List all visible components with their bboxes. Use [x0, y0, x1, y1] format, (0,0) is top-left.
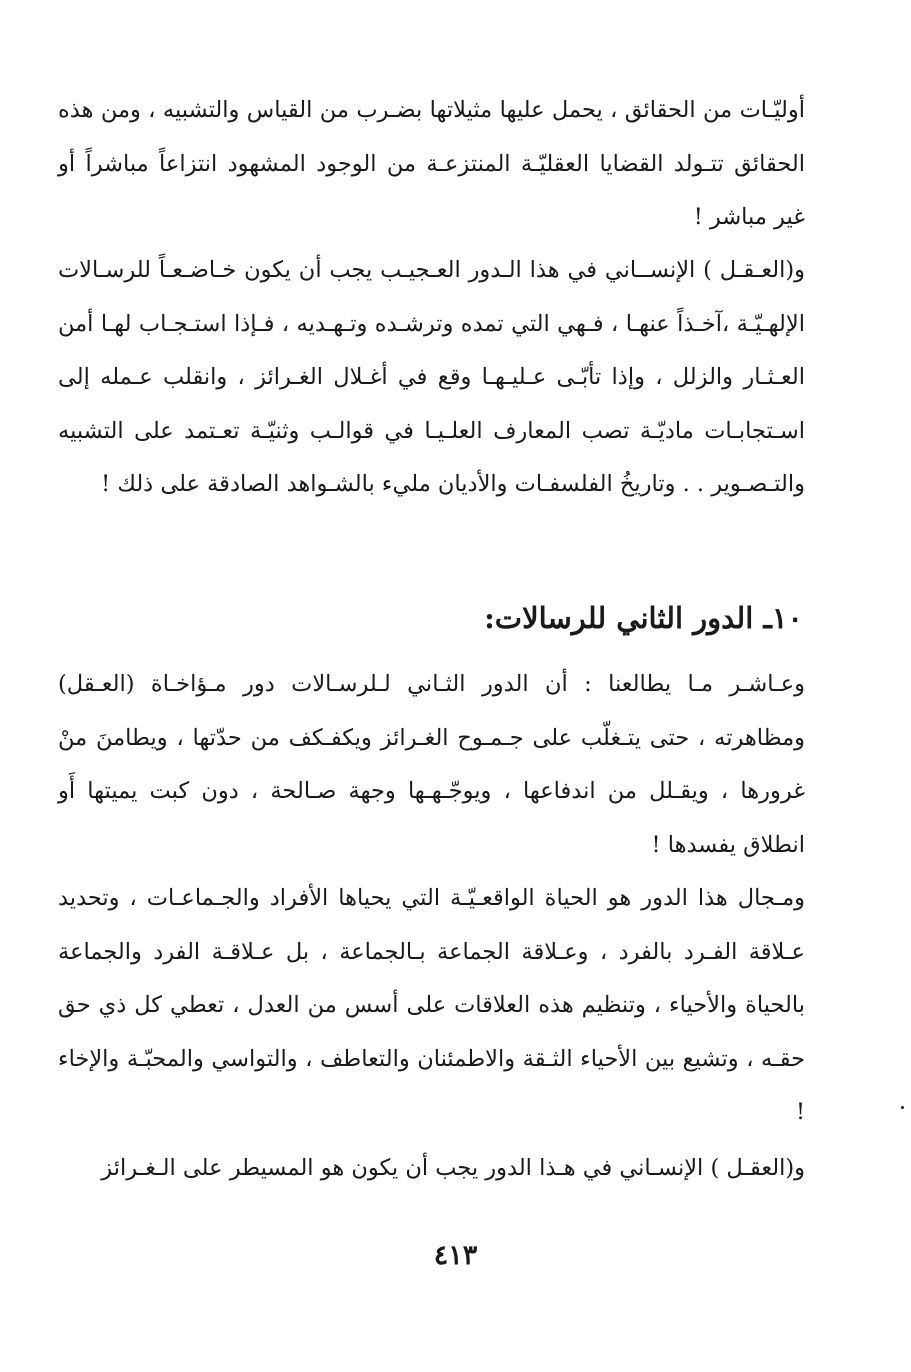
- paragraph-1: أوليّـات من الحقائق ، يحمل عليها مثيلاتها بضـرب من القياس والتشبيه ، ومن هذه الحقائق تتـولد القضايا العقليّـة المنتزعـة من الوجود المشهود انتزاعاً مباشراً أو غير مباشر !: [58, 97, 805, 230]
- paragraph-2: و(العـقـل ) الإنســاني في هذا الـدور العـجيـب يجب أن يكون خـاضـعـاً للرسـالات الإلهـيّـة ،آخـذاً عنهـا ، فـهي التي تمده وترشـده وتـهـديه ، فـإذا استـجـاب لهـا أمن العـثـار والزلل ، وإذا تأبّـى عـليـهـا وقع في أغـلال الغـرائز ، وانقلب عـمله إلى اسـتجابـات ماديّـة تصب المعارف العلـيـا في قوالـب وثنيّـة تعـتمد على التشبيه والتـصـوير . . وتاريخُ الفلسفـات والأديان مليء بالشـواهد الصادقة على ذلك !: [58, 257, 805, 497]
- section-heading: ١٠ـ الدور الثاني للرسالات:: [484, 601, 803, 635]
- scan-speck: [901, 1106, 904, 1109]
- paragraph-3: وعـاشـر مـا يطالعنا : أن الدور الثـاني لـلرسـالات دور مـؤاخـاة (العـقل) ومظاهرته ، حتى يتـغلّب على جـمـوح الغـرائز ويكفـكف من حدّتها ، ويطامنَ منْ غرورها ، ويقـلل من اندفاعها ، ويوجّـهـها وجهة صـالحة ، دون كبت يميتها أَو انطلاق يفسدها !: [58, 671, 805, 858]
- paragraph-5: و(العقـل ) الإنسـاني في هـذا الدور يجب أن يكون هو المسيطر على الـغـرائز: [101, 1155, 805, 1181]
- paragraph-4: ومـجال هذا الدور هو الحياة الواقعـيّـة التي يحياها الأفراد والجـماعـات ، وتحديد عـلاقة الفـرد بالفرد ، وعـلاقة الجماعة بـالجماعة ، بل عـلاقـة الفرد والجماعة بالحياة والأحياء ، وتنظيم هذه العلاقات على أسس من العدل ، تعطي كل ذي حق حقـه ، وتشيع بين الأحياء الثـقة والاطمئنان والتعاطف ، والتواسي والمحبّـة والإخاء !: [58, 885, 805, 1125]
- page-number: ٤١٣: [433, 1240, 478, 1271]
